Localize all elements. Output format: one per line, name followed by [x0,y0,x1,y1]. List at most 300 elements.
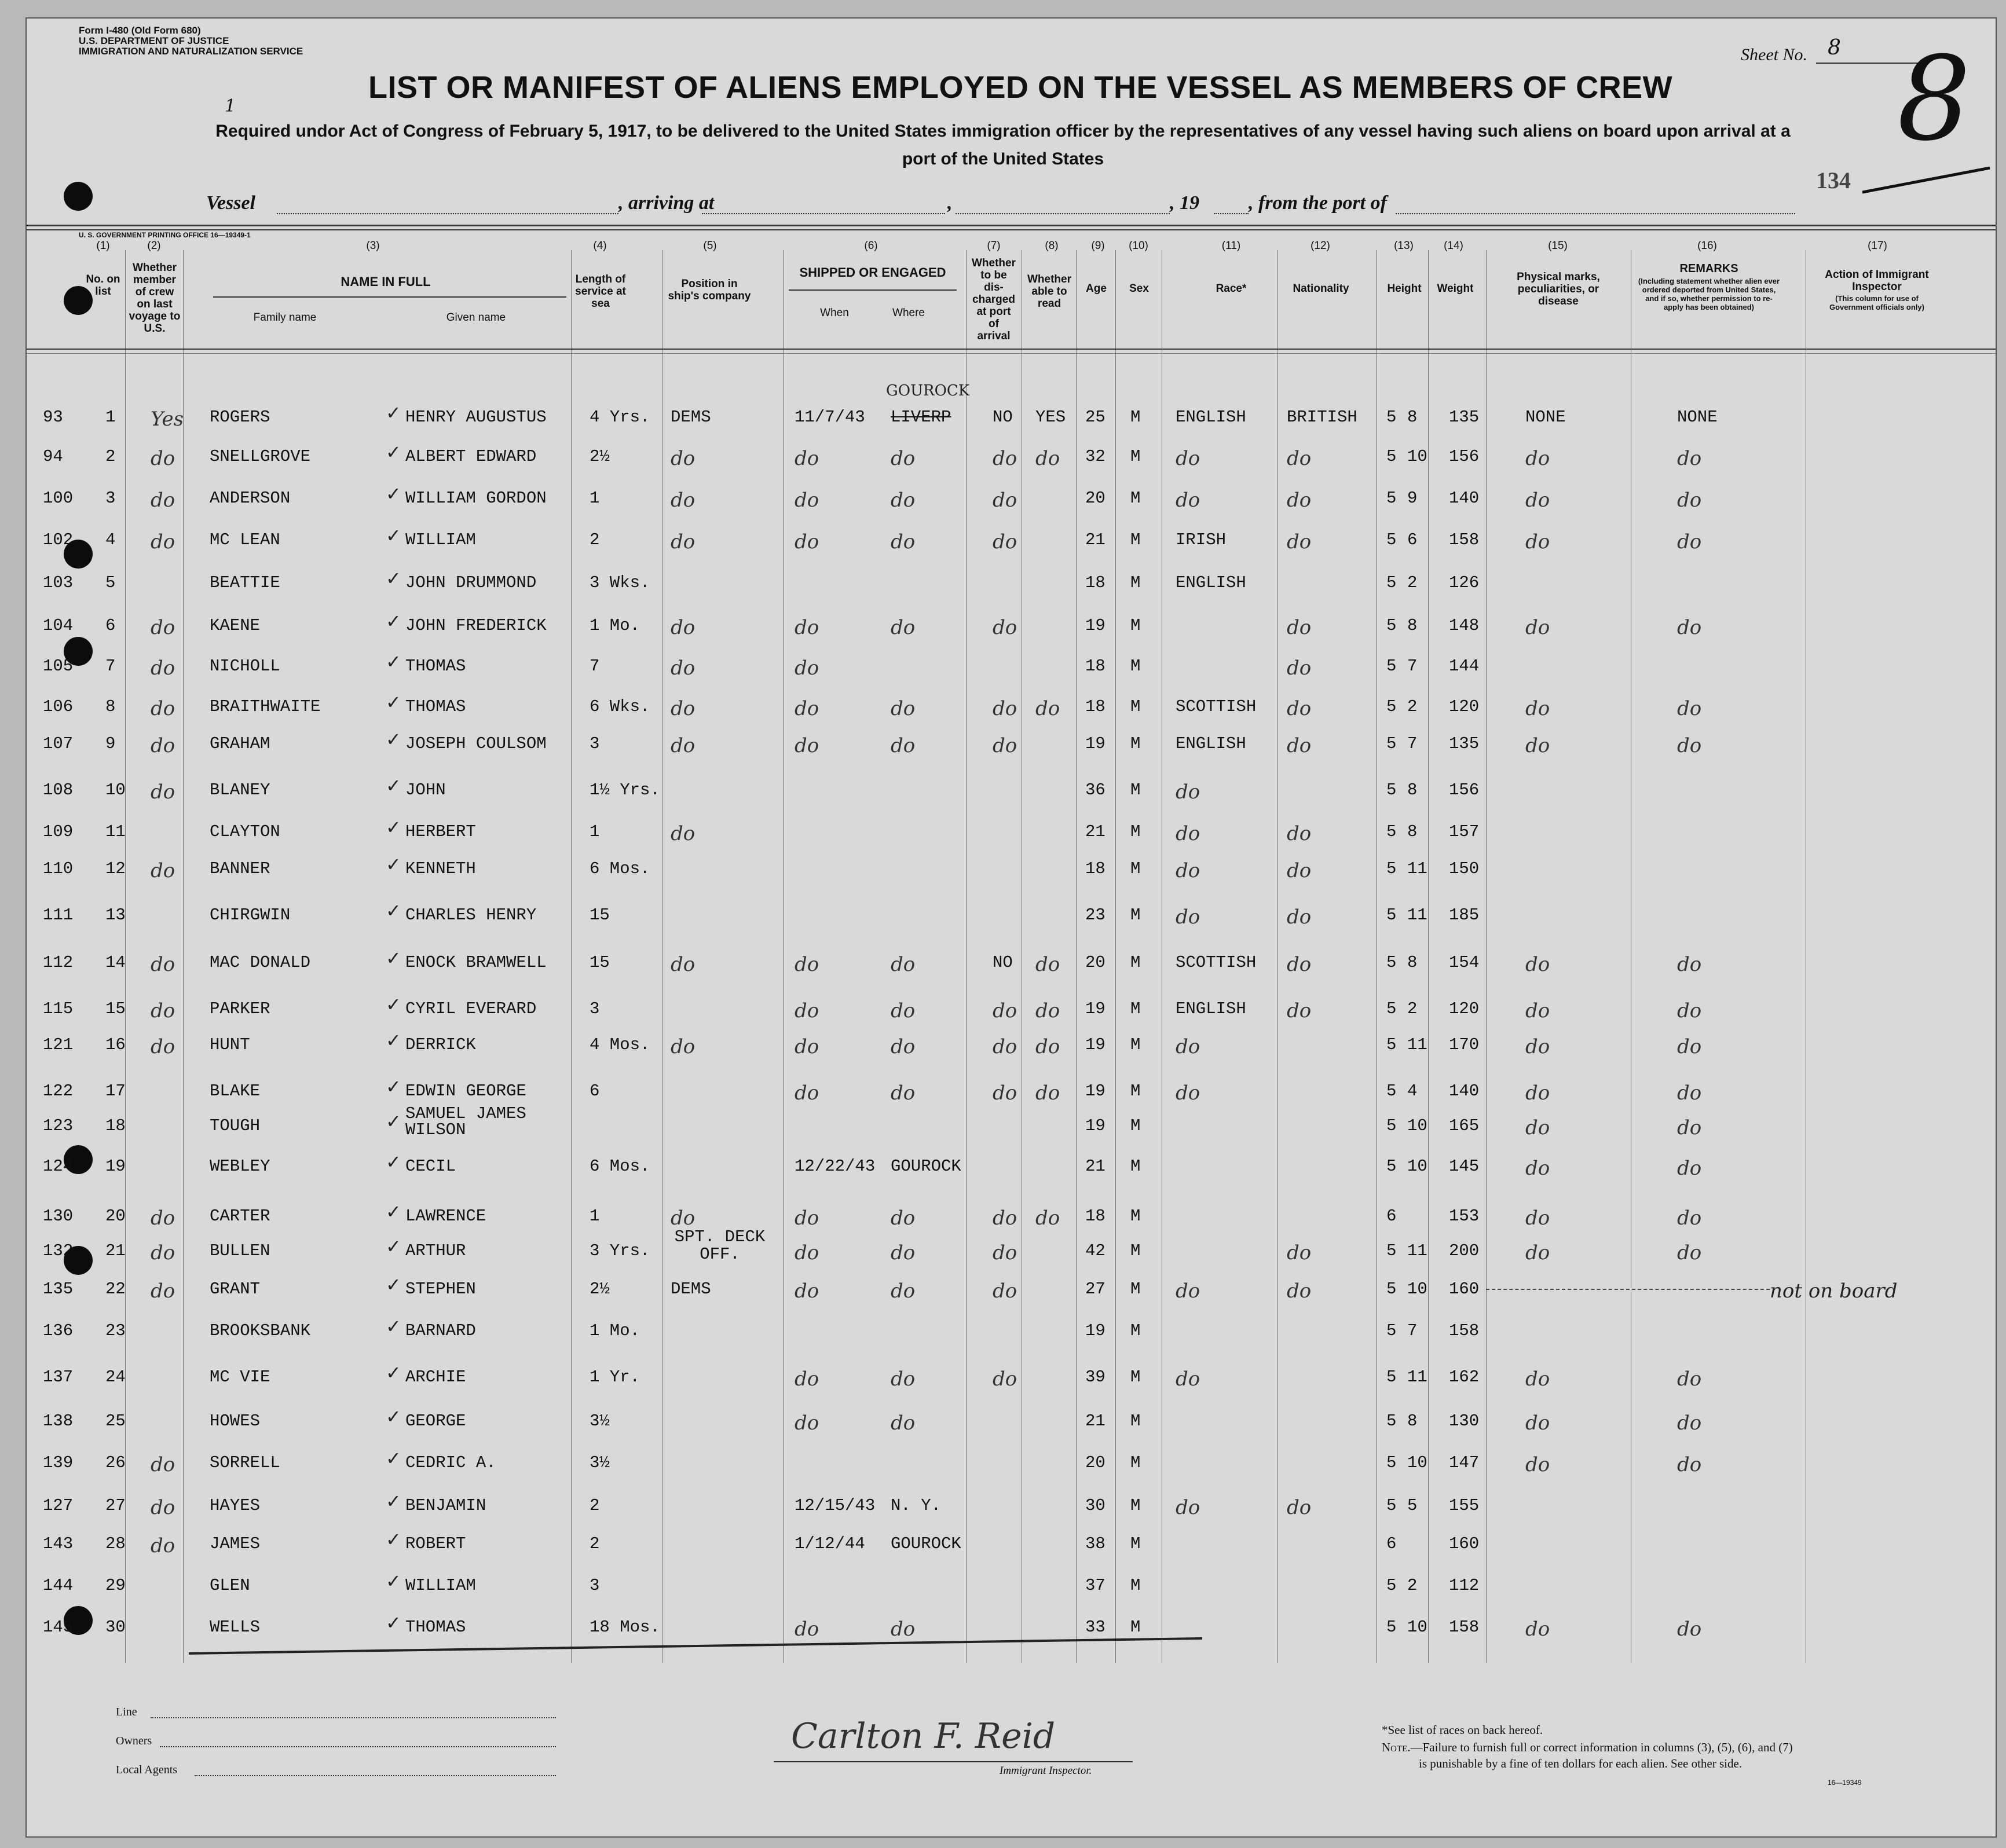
crew-nationality: do [1287,697,1312,720]
crew-sex: M [1130,408,1141,427]
check-mark-icon: ✓ [386,1201,401,1223]
crew-where: do [891,447,916,470]
check-mark-icon: ✓ [386,402,401,424]
col-num-5: (5) [703,240,717,252]
crew-margin: 104 [43,616,74,635]
col-head-remarks-note: (Including statement whether alien ever ordered deported from United States, and if so, whether permission to re-apply has been obtained) [1638,277,1780,311]
crew-h2: 11 [1407,859,1427,878]
crew-row [27,1315,1996,1356]
check-mark-icon: ✓ [386,567,401,589]
crew-discharged: do [993,697,1017,720]
crew-age: 42 [1085,1241,1106,1260]
crew-discharged: do [993,1279,1017,1303]
crew-row [27,1490,1996,1531]
from-port-field[interactable] [1396,213,1795,214]
crew-prev: do [151,1207,175,1230]
crew-prev: do [151,734,175,757]
col-head-inspector-note: (This column for use of Government officials only) [1829,294,1924,311]
crew-given: WILLIAM [405,1576,476,1595]
crew-row [27,900,1996,940]
crew-when: do [795,1367,819,1391]
form-number: Form I-480 (Old Form 680) [79,25,201,36]
crew-h1: 5 [1386,1035,1397,1054]
col-head-shipped: SHIPPED OR ENGAGED [799,265,946,280]
crew-prev: do [151,1496,175,1519]
crew-race: SCOTTISH [1176,697,1257,716]
crew-given: CHARLES HENRY [405,905,537,925]
crew-margin: 143 [43,1534,74,1553]
crew-race: do [1176,447,1200,470]
crew-marks: do [1525,1116,1550,1139]
crew-h1: 5 [1386,1279,1397,1299]
crew-weight: 185 [1449,905,1480,925]
crew-family: WEBLEY [210,1157,270,1176]
crew-given: BENJAMIN [405,1496,486,1515]
crew-sex: M [1130,697,1141,716]
crew-margin: 123 [43,1116,74,1135]
pen-stroke [1862,163,1996,198]
crew-prev: do [151,489,175,512]
crew-when: do [795,697,819,720]
col-num-10: (10) [1129,240,1148,252]
crew-remarks: do [1677,530,1702,553]
year-field[interactable] [1214,213,1249,214]
check-mark-icon: ✓ [386,1528,401,1550]
line-field[interactable] [151,1717,556,1718]
crew-h2: 8 [1407,616,1418,635]
col-num-14: (14) [1444,240,1463,252]
crew-no: 9 [105,734,116,753]
crew-margin: 135 [43,1279,74,1299]
crew-no: 7 [105,657,116,676]
crew-service: 2 [590,530,600,549]
crew-no: 20 [105,1207,126,1226]
crew-service: 1 Mo. [590,616,640,635]
crew-h1: 5 [1386,1367,1397,1387]
crew-discharged: do [993,1367,1017,1391]
owners-label: Owners [116,1735,152,1747]
crew-marks: NONE [1525,408,1566,427]
crew-h2: 7 [1407,734,1418,753]
crew-where: do [891,1081,916,1105]
col-head-no: No. on list [86,273,120,298]
crew-discharged: do [993,734,1017,757]
crew-nationality: BRITISH [1287,408,1357,427]
crew-position: do [671,734,695,757]
margin-mark: 1 [225,96,236,116]
crew-sex: M [1130,999,1141,1018]
crew-h1: 5 [1386,1496,1397,1515]
crew-h2: 9 [1407,489,1418,508]
crew-prev: do [151,859,175,882]
col-head-sex: Sex [1129,283,1149,295]
crew-h1: 5 [1386,616,1397,635]
crew-sex: M [1130,1496,1141,1515]
crew-read: do [1035,447,1060,470]
check-mark-icon: ✓ [386,993,401,1015]
crew-marks: do [1525,1411,1550,1435]
crew-position: do [671,616,695,639]
crew-age: 21 [1085,1411,1106,1431]
crew-weight: 170 [1449,1035,1480,1054]
crew-row [27,775,1996,815]
crew-row [27,1274,1996,1314]
crew-race: ENGLISH [1176,734,1246,753]
crew-h1: 5 [1386,1241,1397,1260]
crew-no: 19 [105,1157,126,1176]
arriving-field[interactable] [702,213,945,214]
crew-race: do [1176,859,1200,882]
crew-where: do [891,953,916,976]
check-mark-icon: ✓ [386,853,401,875]
crew-age: 30 [1085,1496,1106,1515]
crew-no: 12 [105,859,126,878]
crew-row [27,382,1996,442]
crew-row [27,1076,1996,1116]
crew-weight: 154 [1449,953,1480,972]
crew-h2: 10 [1407,447,1427,466]
crew-margin: 138 [43,1411,74,1431]
inspector-label: Immigrant Inspector. [1000,1765,1092,1777]
crew-where: do [891,1411,916,1435]
col-num-13: (13) [1394,240,1414,252]
crew-margin: 132 [43,1241,74,1260]
col-head-position: Position in ship's company [668,278,751,302]
crew-weight: 144 [1449,657,1480,676]
crew-age: 18 [1085,657,1106,676]
crew-weight: 158 [1449,530,1480,549]
crew-sex: M [1130,1279,1141,1299]
crew-where: GOUROCK [891,1534,961,1553]
crew-h1: 5 [1386,734,1397,753]
crew-no: 29 [105,1576,126,1595]
crew-when: do [795,1081,819,1105]
check-mark-icon: ✓ [386,900,401,922]
crew-h1: 5 [1386,822,1397,841]
crew-marks: do [1525,697,1550,720]
crew-prev: do [151,657,175,680]
crew-remarks: do [1677,1081,1702,1105]
table-end-stroke [189,1636,1208,1659]
crew-weight: 156 [1449,447,1480,466]
crew-discharged: do [993,616,1017,639]
crew-h1: 5 [1386,489,1397,508]
crew-age: 19 [1085,1116,1106,1135]
crew-marks: do [1525,1081,1550,1105]
crew-service: 15 [590,905,610,925]
crew-margin: 109 [43,822,74,841]
crew-read: do [1035,697,1060,720]
crew-given: WILLIAM [405,530,476,549]
crew-marks: do [1525,1367,1550,1391]
crew-margin: 137 [43,1367,74,1387]
crew-family: NICHOLL [210,657,280,676]
local-agents-field[interactable] [195,1775,556,1776]
crew-family: BLAKE [210,1081,261,1101]
crew-no: 11 [105,822,126,841]
crew-row [27,651,1996,691]
crew-age: 21 [1085,822,1106,841]
crew-h1: 5 [1386,657,1397,676]
crew-race: do [1176,489,1200,512]
crew-discharged: do [993,489,1017,512]
arriving-label: , arriving at [618,192,715,214]
crew-sex: M [1130,573,1141,592]
crew-position: do [671,822,695,845]
check-mark-icon: ✓ [386,1110,401,1132]
crew-row [27,1406,1996,1446]
col-num-4: (4) [593,240,607,252]
crew-given: CYRIL EVERARD [405,999,537,1018]
crew-given: JOHN [405,780,446,800]
crew-service: 1 [590,489,600,508]
col-num-6: (6) [864,240,878,252]
crew-nationality: do [1287,859,1312,882]
crew-service: 1 Yr. [590,1367,640,1387]
crew-nationality: do [1287,447,1312,470]
crew-discharged: NO [993,408,1013,427]
crew-weight: 140 [1449,489,1480,508]
crew-when: do [795,999,819,1022]
punch-hole [64,182,93,211]
crew-h2: 10 [1407,1279,1427,1299]
crew-margin: 100 [43,489,74,508]
check-mark-icon: ✓ [386,1315,401,1337]
crew-where-struck: LIVERP [891,408,951,427]
crew-given: GEORGE [405,1411,466,1431]
col-num-1: (1) [96,240,110,252]
crew-prev: do [151,447,175,470]
crew-position: do [671,953,695,976]
crew-no: 21 [105,1241,126,1260]
crew-row [27,816,1996,857]
crew-service: 7 [590,657,600,676]
crew-nationality: do [1287,1241,1312,1264]
crew-margin: 122 [43,1081,74,1101]
vessel-field[interactable] [277,213,618,214]
crew-where-handwritten: GOUROCK [886,382,970,399]
crew-where: do [891,1035,916,1058]
col-head-remarks: REMARKS [1679,262,1738,275]
crew-discharged: do [993,999,1017,1022]
crew-h2: 2 [1407,573,1418,592]
header-bottom-rule [27,349,1996,350]
crew-service: 2 [590,1534,600,1553]
crew-age: 21 [1085,530,1106,549]
crew-given: CEDRIC A. [405,1453,496,1472]
crew-weight: 126 [1449,573,1480,592]
crew-h2: 11 [1407,1367,1427,1387]
crew-sex: M [1130,780,1141,800]
crew-prev: do [151,999,175,1022]
crew-age: 19 [1085,999,1106,1018]
crew-service: 3 [590,1576,600,1595]
col-head-prev-voyage: Whether member of crew on last voyage to U.S. [129,262,181,335]
crew-race: do [1176,1279,1200,1303]
crew-service: 1 [590,822,600,841]
crew-race: do [1176,1081,1200,1105]
crew-margin: 144 [43,1576,74,1595]
form-subtitle-1: Required undor Act of Congress of February 5, 1917, to be delivered to the United States immigration officer by the representatives of any vessel having such aliens on board upon arrival at a [215,122,1791,141]
crew-position: DEMS [671,1279,711,1299]
crew-marks: do [1525,999,1550,1022]
crew-h2: 4 [1407,1081,1418,1101]
crew-where: GOUROCK [891,1157,961,1176]
year-label: , 19 [1170,192,1199,214]
crew-read: do [1035,1035,1060,1058]
crew-where: do [891,1279,916,1303]
crew-given: KENNETH [405,859,476,878]
crew-service: 6 [590,1081,600,1101]
crew-row [27,1151,1996,1191]
crew-h1: 6 [1386,1207,1397,1226]
check-mark-icon: ✓ [386,947,401,969]
crew-no: 14 [105,953,126,972]
col-head-read: Whether able to read [1027,273,1071,310]
crew-row [27,947,1996,988]
penalty-note-2: is punishable by a fine of ten dollars for each alien. See other side. [1419,1757,1743,1770]
crew-h2: 8 [1407,1411,1418,1431]
col-num-15: (15) [1548,240,1568,252]
crew-no: 18 [105,1116,126,1135]
crew-weight: 160 [1449,1534,1480,1553]
date-field[interactable] [956,213,1170,214]
crew-family: ANDERSON [210,489,291,508]
crew-sex: M [1130,1367,1141,1387]
crew-race: do [1176,905,1200,929]
crew-service: 6 Mos. [590,859,650,878]
crew-where: N. Y. [891,1496,942,1515]
crew-sex: M [1130,1618,1141,1637]
crew-read: YES [1035,408,1066,427]
crew-h2: 7 [1407,657,1418,676]
crew-service: 4 Yrs. [590,408,650,427]
crew-weight: 120 [1449,697,1480,716]
crew-age: 21 [1085,1157,1106,1176]
crew-where: do [891,1618,916,1641]
crew-prev: do [151,1241,175,1264]
crew-sex: M [1130,1081,1141,1101]
crew-race: do [1176,1367,1200,1391]
crew-weight: 135 [1449,734,1480,753]
crew-remarks: do [1677,1035,1702,1058]
crew-h2: 8 [1407,408,1418,427]
col-num-11: (11) [1221,240,1241,252]
crew-service: 15 [590,953,610,972]
crew-given: ENOCK BRAMWELL [405,953,547,972]
crew-sex: M [1130,447,1141,466]
crew-weight: 145 [1449,1157,1480,1176]
crew-prev: do [151,697,175,720]
crew-h1: 6 [1386,1534,1397,1553]
crew-marks: do [1525,1618,1550,1641]
crew-no: 26 [105,1453,126,1472]
crew-no: 23 [105,1321,126,1340]
crew-remarks: do [1677,697,1702,720]
crew-family: HAYES [210,1496,261,1515]
crew-nationality: do [1287,734,1312,757]
crew-age: 23 [1085,905,1106,925]
crew-prev: do [151,1534,175,1557]
col-num-7: (7) [987,240,1001,252]
crew-sex: M [1130,1321,1141,1340]
col-head-discharged: Whether to be dis-charged at port of arrival [972,257,1016,342]
crew-where: do [891,734,916,757]
crew-row [27,610,1996,651]
crew-family: GRANT [210,1279,261,1299]
crew-position: DEMS [671,408,711,427]
crew-no: 5 [105,573,116,592]
crew-family: BLANEY [210,780,270,800]
crew-margin: 93 [43,408,63,427]
crew-family: HOWES [210,1411,261,1431]
crew-family: KAENE [210,616,261,635]
col-num-3: (3) [366,240,380,252]
check-mark-icon: ✓ [386,816,401,838]
col-head-name: NAME IN FULL [341,274,431,289]
printing-office: U. S. GOVERNMENT PRINTING OFFICE 16—19349-1 [79,231,251,239]
check-mark-icon: ✓ [386,1406,401,1428]
crew-service: 3 [590,999,600,1018]
crew-margin: 94 [43,447,63,466]
crew-race: ENGLISH [1176,999,1246,1018]
crew-weight: 157 [1449,822,1480,841]
crew-where: do [891,530,916,553]
crew-sex: M [1130,489,1141,508]
crew-prev: do [151,1453,175,1476]
from-port-label: , from the port of [1249,192,1387,214]
col-head-physical-marks: Physical marks, peculiarities, or disease [1517,271,1600,307]
crew-where: do [891,697,916,720]
crew-remarks: do [1677,734,1702,757]
crew-race: do [1176,780,1200,804]
owners-field[interactable] [160,1746,556,1747]
crew-nationality: do [1287,616,1312,639]
col-num-8: (8) [1045,240,1059,252]
crew-no: 8 [105,697,116,716]
line-label: Line [116,1706,137,1718]
col-num-9: (9) [1091,240,1105,252]
crew-position: SPT. DECK OFF. [674,1227,766,1264]
crew-h1: 5 [1386,1081,1397,1101]
crew-row [27,1447,1996,1488]
crew-when: do [795,657,819,680]
penalty-note [1382,1740,1793,1755]
crew-remarks: do [1677,1241,1702,1264]
arriving-comma: , [947,192,953,214]
crew-weight: 147 [1449,1453,1480,1472]
crew-marks: do [1525,447,1550,470]
check-mark-icon: ✓ [386,1151,401,1173]
crew-marks: do [1525,734,1550,757]
crew-margin: 127 [43,1496,74,1515]
crew-discharged: do [993,530,1017,553]
check-mark-icon: ✓ [386,525,401,547]
crew-when: do [795,1241,819,1264]
crew-when: do [795,616,819,639]
crew-no: 17 [105,1081,126,1101]
crew-margin: 107 [43,734,74,753]
crew-row [27,1528,1996,1569]
crew-weight: 156 [1449,780,1480,800]
crew-nationality: do [1287,489,1312,512]
crew-age: 32 [1085,447,1106,466]
crew-weight: 158 [1449,1321,1480,1340]
crew-service: 3 Yrs. [590,1241,650,1260]
crew-family: GRAHAM [210,734,270,753]
crew-margin: 105 [43,657,74,676]
crew-margin: 110 [43,859,74,878]
